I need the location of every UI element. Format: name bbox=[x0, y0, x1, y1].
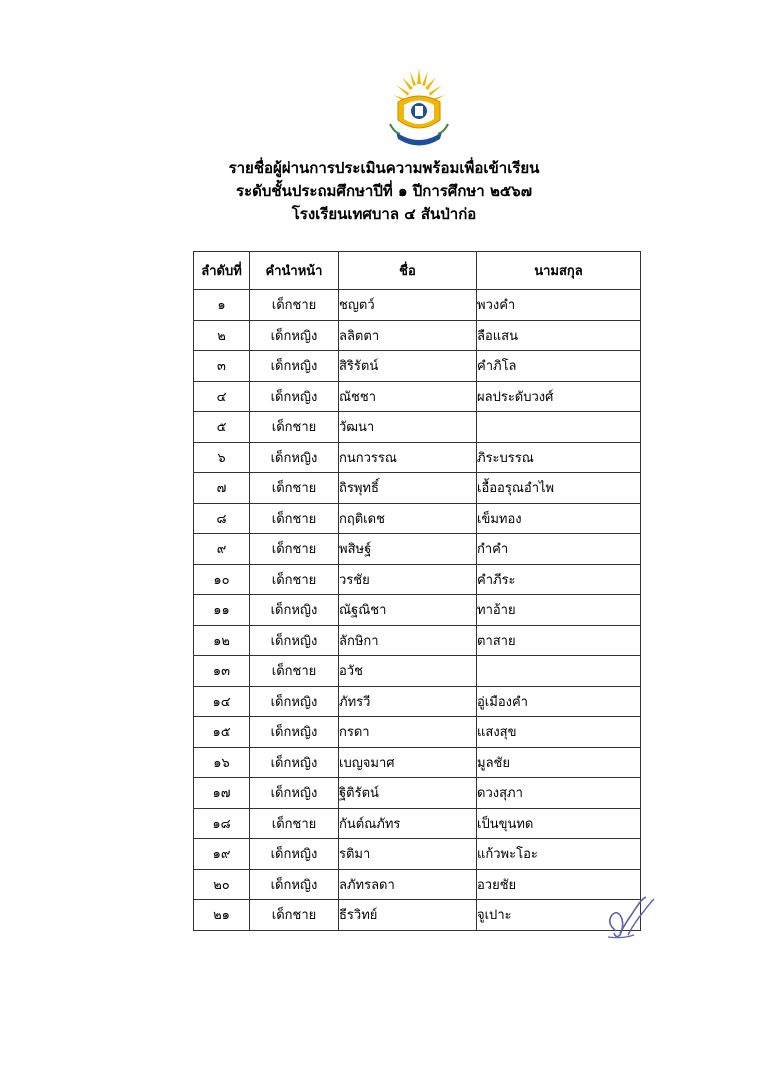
column-header-prefix: คำนำหน้า bbox=[250, 252, 339, 290]
table-row bbox=[194, 320, 641, 351]
row-prefix: เด็กหญิง bbox=[250, 625, 339, 656]
row-last-name: ดวงสุภา bbox=[477, 778, 641, 809]
table-header-row bbox=[194, 252, 641, 290]
row-prefix: เด็กชาย bbox=[250, 900, 339, 931]
row-last-name: ทาอ้าย bbox=[477, 595, 641, 626]
row-first-name: ณัชชา bbox=[339, 381, 477, 412]
row-first-name: กรดา bbox=[339, 717, 477, 748]
row-prefix: เด็กชาย bbox=[250, 503, 339, 534]
row-prefix: เด็กชาย bbox=[250, 808, 339, 839]
row-last-name: จูเปาะ bbox=[477, 900, 641, 931]
row-number: ๙ bbox=[194, 534, 250, 565]
row-first-name: กันต์ณภัทร bbox=[339, 808, 477, 839]
row-first-name: ภัทรวี bbox=[339, 686, 477, 717]
row-number: ๑๕ bbox=[194, 717, 250, 748]
row-prefix: เด็กหญิง bbox=[250, 442, 339, 473]
table-row bbox=[194, 564, 641, 595]
row-number: ๑๐ bbox=[194, 564, 250, 595]
row-prefix: เด็กหญิง bbox=[250, 869, 339, 900]
table-row bbox=[194, 412, 641, 443]
row-prefix: เด็กชาย bbox=[250, 564, 339, 595]
row-first-name: ฐิติรัตน์ bbox=[339, 778, 477, 809]
row-prefix: เด็กหญิง bbox=[250, 747, 339, 778]
row-number: ๑๔ bbox=[194, 686, 250, 717]
table-row bbox=[194, 686, 641, 717]
row-prefix: เด็กหญิง bbox=[250, 320, 339, 351]
row-number: ๘ bbox=[194, 503, 250, 534]
row-first-name: กนกวรรณ bbox=[339, 442, 477, 473]
row-last-name: ลือแสน bbox=[477, 320, 641, 351]
row-last-name: เข็มทอง bbox=[477, 503, 641, 534]
row-prefix: เด็กหญิง bbox=[250, 595, 339, 626]
row-number: ๕ bbox=[194, 412, 250, 443]
row-first-name: ธีรวิทย์ bbox=[339, 900, 477, 931]
row-last-name: แก้วพะโอะ bbox=[477, 839, 641, 870]
table-row bbox=[194, 442, 641, 473]
row-prefix: เด็กหญิง bbox=[250, 717, 339, 748]
document-title: รายชื่อผู้ผ่านการประเมินความพร้อมเพื่อเข้าเรียน bbox=[228, 159, 540, 177]
row-number: ๒๐ bbox=[194, 869, 250, 900]
table-row bbox=[194, 473, 641, 504]
row-first-name: เบญจมาศ bbox=[339, 747, 477, 778]
table-row bbox=[194, 747, 641, 778]
table-row bbox=[194, 351, 641, 382]
row-prefix: เด็กชาย bbox=[250, 534, 339, 565]
row-last-name: ผลประดับวงศ์ bbox=[477, 381, 641, 412]
row-last-name: ภิระบรรณ bbox=[477, 442, 641, 473]
table-row bbox=[194, 595, 641, 626]
row-first-name: ถิรพุทธิ์ bbox=[339, 473, 477, 504]
document-subtitle-school: โรงเรียนเทศบาล ๔ สันป่าก่อ bbox=[291, 205, 477, 223]
row-number: ๑๒ bbox=[194, 625, 250, 656]
row-prefix: เด็กชาย bbox=[250, 656, 339, 687]
table-row bbox=[194, 290, 641, 321]
row-prefix: เด็กหญิง bbox=[250, 686, 339, 717]
row-first-name: อวัช bbox=[339, 656, 477, 687]
row-first-name: พสิษฐ์ bbox=[339, 534, 477, 565]
row-first-name: สิริรัตน์ bbox=[339, 351, 477, 382]
row-number: ๖ bbox=[194, 442, 250, 473]
row-prefix: เด็กชาย bbox=[250, 473, 339, 504]
row-last-name: อู่เมืองคำ bbox=[477, 686, 641, 717]
column-header-last-name: นามสกุล bbox=[477, 252, 641, 290]
row-first-name: ลักษิกา bbox=[339, 625, 477, 656]
row-first-name: ชญตว์ bbox=[339, 290, 477, 321]
row-last-name: อวยชัย bbox=[477, 869, 641, 900]
row-prefix: เด็กหญิง bbox=[250, 351, 339, 382]
row-first-name: รติมา bbox=[339, 839, 477, 870]
table-row bbox=[194, 808, 641, 839]
row-first-name: ลลิตตา bbox=[339, 320, 477, 351]
table-row bbox=[194, 717, 641, 748]
table-row bbox=[194, 869, 641, 900]
row-prefix: เด็กชาย bbox=[250, 290, 339, 321]
student-roster-table bbox=[193, 251, 641, 931]
table-row bbox=[194, 503, 641, 534]
row-number: ๑๘ bbox=[194, 808, 250, 839]
row-first-name: ณัฐณิชา bbox=[339, 595, 477, 626]
row-last-name: เอื้ออรุณอำไพ bbox=[477, 473, 641, 504]
row-number: ๒ bbox=[194, 320, 250, 351]
row-number: ๑๓ bbox=[194, 656, 250, 687]
table-row bbox=[194, 534, 641, 565]
row-first-name: ลภัทรลดา bbox=[339, 869, 477, 900]
row-last-name: กำคำ bbox=[477, 534, 641, 565]
row-last-name: มูลชัย bbox=[477, 747, 641, 778]
school-emblem-logo bbox=[388, 66, 450, 152]
row-number: ๑๙ bbox=[194, 839, 250, 870]
row-number: ๑๖ bbox=[194, 747, 250, 778]
table-row bbox=[194, 656, 641, 687]
row-last-name bbox=[477, 656, 641, 687]
row-number: ๗ bbox=[194, 473, 250, 504]
row-last-name: เป็นขุนทด bbox=[477, 808, 641, 839]
row-prefix: เด็กชาย bbox=[250, 412, 339, 443]
row-number: ๔ bbox=[194, 381, 250, 412]
row-number: ๒๑ bbox=[194, 900, 250, 931]
table-row bbox=[194, 778, 641, 809]
row-last-name: แสงสุข bbox=[477, 717, 641, 748]
column-header-first-name: ชื่อ bbox=[339, 252, 477, 290]
row-prefix: เด็กหญิง bbox=[250, 778, 339, 809]
document-subtitle-grade-year: ระดับชั้นประถมศึกษาปีที่ ๑ ปีการศึกษา ๒๕๖๗ bbox=[236, 182, 532, 200]
row-prefix: เด็กหญิง bbox=[250, 839, 339, 870]
row-last-name bbox=[477, 412, 641, 443]
row-first-name: กฤติเดช bbox=[339, 503, 477, 534]
table-row bbox=[194, 839, 641, 870]
table-row bbox=[194, 625, 641, 656]
row-prefix: เด็กหญิง bbox=[250, 381, 339, 412]
row-first-name: วัฒนา bbox=[339, 412, 477, 443]
column-header-number: ลำดับที่ bbox=[194, 252, 250, 290]
row-number: ๑๑ bbox=[194, 595, 250, 626]
row-number: ๓ bbox=[194, 351, 250, 382]
row-number: ๑ bbox=[194, 290, 250, 321]
row-first-name: วรชัย bbox=[339, 564, 477, 595]
handwritten-signature bbox=[598, 893, 658, 943]
row-number: ๑๗ bbox=[194, 778, 250, 809]
table-row bbox=[194, 900, 641, 931]
table-row bbox=[194, 381, 641, 412]
row-last-name: พวงคำ bbox=[477, 290, 641, 321]
row-last-name: คำภิโล bbox=[477, 351, 641, 382]
row-last-name: ตาสาย bbox=[477, 625, 641, 656]
row-last-name: คำภีระ bbox=[477, 564, 641, 595]
